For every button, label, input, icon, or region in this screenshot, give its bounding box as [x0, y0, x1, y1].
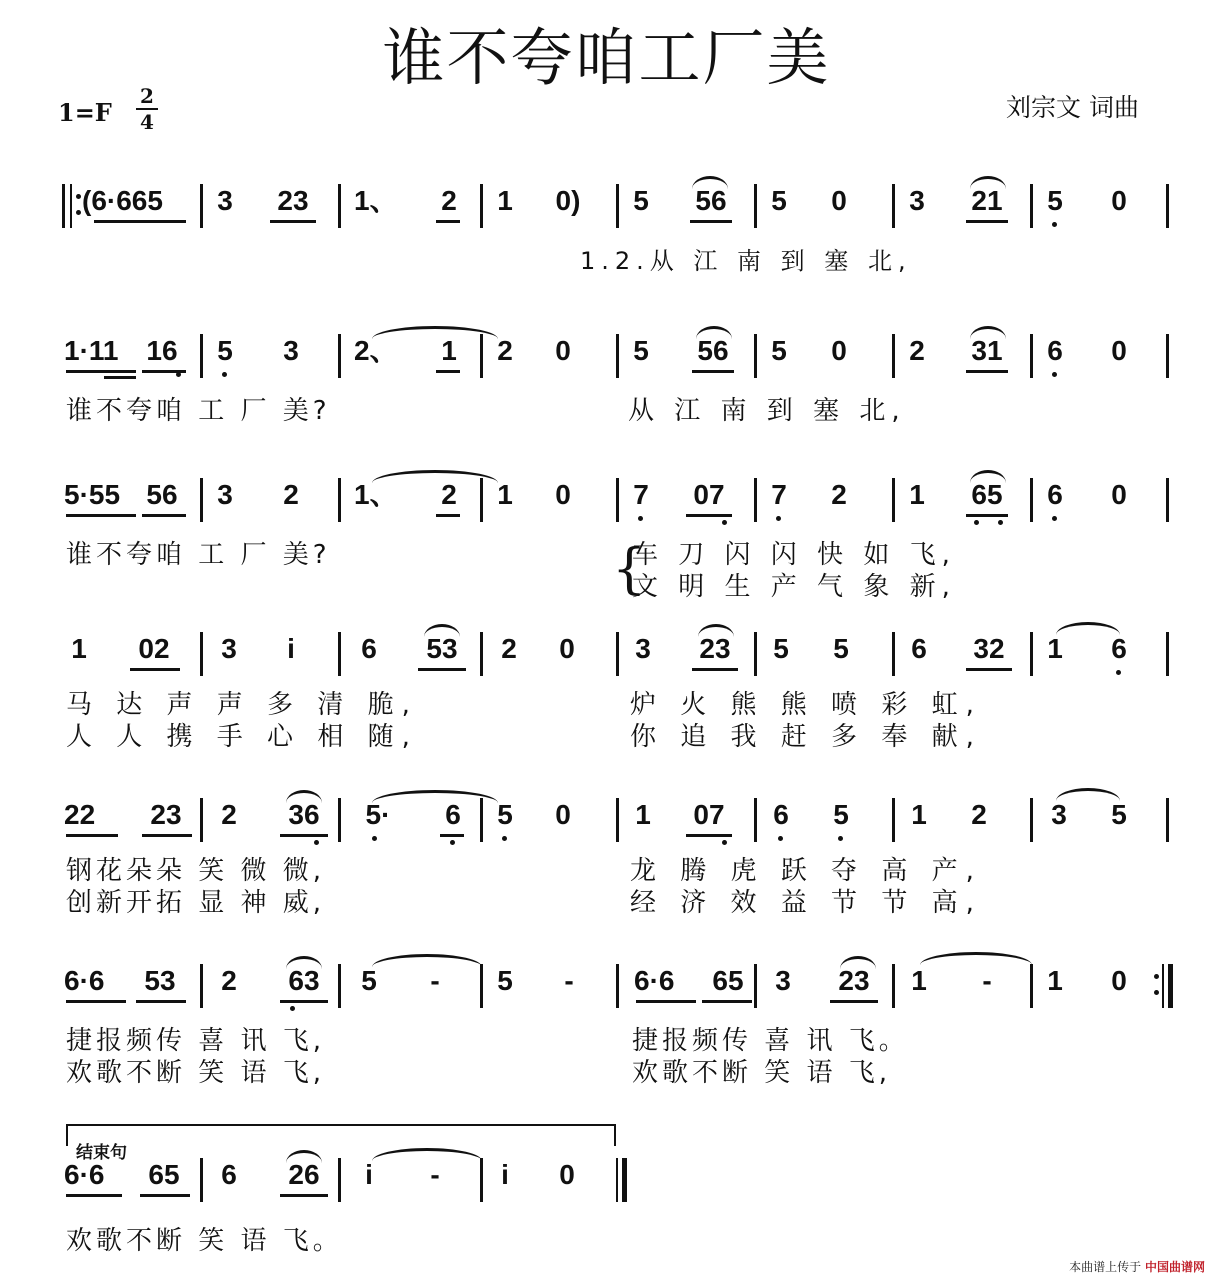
note: 5	[1111, 799, 1127, 830]
barline	[754, 798, 757, 842]
barline	[480, 184, 483, 228]
note-group: 07	[693, 799, 725, 830]
underline	[140, 1194, 190, 1197]
note: -	[430, 965, 440, 996]
low-octave-dot	[722, 840, 727, 845]
lyric-line: 你 追 我 赶 多 奉 献,	[630, 722, 982, 752]
note: 6	[911, 633, 927, 664]
low-octave-dot	[502, 836, 507, 841]
underline	[702, 1000, 752, 1003]
low-octave-dot	[974, 520, 979, 525]
barline	[200, 1158, 203, 1202]
note-group: 36	[288, 799, 320, 830]
barline	[338, 964, 341, 1008]
barline	[1166, 632, 1169, 676]
note: i	[501, 1159, 509, 1190]
underline	[418, 668, 466, 671]
note: 1	[911, 799, 927, 830]
barline	[1030, 632, 1033, 676]
barline	[1166, 334, 1169, 378]
note: 2	[441, 479, 457, 510]
note: 2	[831, 479, 847, 510]
lyric-line: 钢花朵朵 笑 微 微,	[66, 856, 326, 886]
lyric-line: 龙 腾 虎 跃 夺 高 产,	[630, 856, 982, 886]
note: 6	[1047, 335, 1063, 366]
barline	[616, 798, 619, 842]
low-octave-dot	[1052, 516, 1057, 521]
note: 3	[775, 965, 791, 996]
note-group: 02	[138, 633, 170, 664]
underline	[142, 514, 186, 517]
underline	[280, 1194, 328, 1197]
note: 0	[555, 335, 571, 366]
note: 5	[1047, 185, 1063, 216]
low-octave-dot	[998, 520, 1003, 525]
barline	[338, 798, 341, 842]
barline	[1030, 334, 1033, 378]
note: 1	[635, 799, 651, 830]
low-octave-dot	[372, 836, 377, 841]
note-group: 16	[146, 335, 178, 366]
note-group: 6·6	[634, 965, 675, 996]
underline	[94, 220, 186, 223]
lyric-line: 炉 火 熊 熊 喷 彩 虹,	[630, 690, 982, 720]
barline	[892, 478, 895, 522]
note-group: 32	[973, 633, 1005, 664]
note: 6	[773, 799, 789, 830]
low-octave-dot	[776, 516, 781, 521]
note-group: 23	[699, 633, 731, 664]
note: 5	[633, 185, 649, 216]
barline	[338, 184, 341, 228]
lyric-line: 谁不夸咱 工 厂 美?	[66, 396, 331, 426]
barline	[480, 964, 483, 1008]
barline	[1030, 184, 1033, 228]
note-group: 53	[144, 965, 176, 996]
final-barline-thick	[622, 1158, 627, 1202]
note: 5	[833, 633, 849, 664]
barline	[200, 798, 203, 842]
underline	[966, 370, 1008, 373]
note: 1	[497, 479, 513, 510]
barline	[1166, 478, 1169, 522]
note: 2、	[354, 335, 398, 366]
note: 1	[911, 965, 927, 996]
song-title: 谁不夸咱工厂美	[382, 21, 831, 94]
note: 0	[831, 185, 847, 216]
note: 6	[1047, 479, 1063, 510]
note-group: 22	[64, 799, 96, 830]
note-group: 65	[971, 479, 1003, 510]
note-group: 56	[697, 335, 729, 366]
underline	[690, 220, 732, 223]
note: 2	[221, 799, 237, 830]
low-octave-dot	[176, 372, 181, 377]
note: 1、	[354, 479, 398, 510]
barline	[480, 798, 483, 842]
note-group: 6·6	[64, 965, 105, 996]
verse-brace: {	[612, 537, 647, 600]
note: 5	[497, 965, 513, 996]
underline	[280, 1000, 328, 1003]
barline	[200, 964, 203, 1008]
note: 0)	[555, 185, 581, 216]
note: 5	[773, 633, 789, 664]
barline	[480, 334, 483, 378]
barline	[1030, 964, 1033, 1008]
barline	[754, 184, 757, 228]
note: 0	[1111, 335, 1127, 366]
note: 7	[633, 479, 649, 510]
low-octave-dot	[1052, 372, 1057, 377]
note: 2	[497, 335, 513, 366]
low-octave-dot	[450, 840, 455, 845]
underline	[270, 220, 316, 223]
low-octave-dot	[838, 836, 843, 841]
note: -	[430, 1159, 440, 1190]
barline	[200, 632, 203, 676]
note: 5	[771, 335, 787, 366]
note: 0	[555, 479, 571, 510]
barline	[616, 334, 619, 378]
underline	[66, 514, 136, 517]
barline	[892, 184, 895, 228]
note: 6	[1111, 633, 1127, 664]
underline	[66, 834, 118, 837]
note-group: 65	[712, 965, 744, 996]
barline	[338, 478, 341, 522]
note-group: 5·55	[64, 479, 121, 510]
lyric-line: 欢歌不断 笑 语 飞,	[632, 1058, 892, 1088]
repeat-dot	[76, 210, 81, 215]
low-octave-dot	[778, 836, 783, 841]
underline	[436, 514, 460, 517]
note: 1	[1047, 965, 1063, 996]
ending-label: 结束句	[76, 1143, 127, 1163]
note: 5	[633, 335, 649, 366]
note: 5	[217, 335, 233, 366]
end-repeat-thick	[1168, 964, 1173, 1008]
author-credit: 刘宗文 词曲	[1006, 93, 1139, 122]
low-octave-dot	[314, 840, 319, 845]
barline	[754, 334, 757, 378]
underline	[66, 370, 136, 373]
low-octave-dot	[1052, 222, 1057, 227]
underline	[130, 668, 180, 671]
barline	[200, 478, 203, 522]
note: 2	[221, 965, 237, 996]
barline	[1166, 184, 1169, 228]
start-repeat-thin	[70, 184, 72, 228]
barline	[480, 478, 483, 522]
note: i	[365, 1159, 373, 1190]
note: 5	[833, 799, 849, 830]
barline	[480, 632, 483, 676]
note-group: 1·11	[64, 335, 119, 366]
note: 3	[217, 479, 233, 510]
underline	[966, 220, 1008, 223]
note: 5	[771, 185, 787, 216]
note: 0	[831, 335, 847, 366]
ending-bracket	[66, 1124, 616, 1146]
note: 2	[441, 185, 457, 216]
barline	[1030, 478, 1033, 522]
note: 5	[361, 965, 377, 996]
lyric-line: 谁不夸咱 工 厂 美?	[66, 540, 331, 570]
lyric-line: 捷报频传 喜 讯 飞,	[66, 1026, 326, 1056]
underline	[436, 220, 460, 223]
underline	[686, 514, 732, 517]
note: 1	[71, 633, 87, 664]
lyric-line: 马 达 声 声 多 清 脆,	[66, 690, 418, 720]
underline	[830, 1000, 878, 1003]
barline	[200, 184, 203, 228]
time-top: 2	[140, 84, 154, 108]
note: 6	[361, 633, 377, 664]
note: 3	[909, 185, 925, 216]
barline	[480, 1158, 483, 1202]
note-group: 21	[971, 185, 1003, 216]
note: 3	[217, 185, 233, 216]
note: -	[564, 965, 574, 996]
barline	[338, 334, 341, 378]
note: 0	[1111, 965, 1127, 996]
underline	[280, 834, 328, 837]
underline	[692, 370, 734, 373]
barline	[754, 478, 757, 522]
barline	[892, 798, 895, 842]
repeat-dot	[1154, 974, 1159, 979]
underline	[136, 1000, 186, 1003]
underline	[440, 834, 464, 837]
note: 3	[1051, 799, 1067, 830]
footer	[1069, 1258, 1205, 1275]
barline	[338, 1158, 341, 1202]
note: 3	[283, 335, 299, 366]
note: 7	[771, 479, 787, 510]
lyric-line: 捷报频传 喜 讯 飞。	[632, 1026, 909, 1056]
site-brand[interactable]: 中国曲谱网	[1144, 1260, 1205, 1274]
barline	[754, 632, 757, 676]
note: 1	[1047, 633, 1063, 664]
low-octave-dot	[638, 516, 643, 521]
barline	[892, 334, 895, 378]
low-octave-dot	[1116, 670, 1121, 675]
note-group: 53	[426, 633, 458, 664]
low-octave-dot	[222, 372, 227, 377]
underline	[966, 668, 1012, 671]
barline	[1166, 798, 1169, 842]
underline	[636, 1000, 696, 1003]
note-group: 07	[693, 479, 725, 510]
note: 0	[1111, 479, 1127, 510]
barline	[754, 964, 757, 1008]
barline	[616, 478, 619, 522]
lyric-line-verse1: 车 刀 闪 闪 快 如 飞,	[632, 540, 956, 570]
note: 5·	[365, 799, 391, 830]
note: 1、	[354, 185, 398, 216]
note: 2	[971, 799, 987, 830]
note-group: 31	[971, 335, 1003, 366]
note-group: 56	[695, 185, 727, 216]
barline	[616, 184, 619, 228]
lyric-line-verse2: 文 明 生 产 气 象 新,	[632, 572, 956, 602]
underline-double	[104, 376, 136, 379]
barline	[200, 334, 203, 378]
repeat-dot	[76, 194, 81, 199]
underline	[692, 668, 738, 671]
note: 3	[635, 633, 651, 664]
low-octave-dot	[722, 520, 727, 525]
underline	[686, 834, 732, 837]
note-group: 23	[838, 965, 870, 996]
note: 3	[221, 633, 237, 664]
underline	[66, 1000, 126, 1003]
underline	[436, 370, 460, 373]
note: 6	[221, 1159, 237, 1190]
note: 5	[497, 799, 513, 830]
low-octave-dot	[290, 1006, 295, 1011]
time-bottom: 4	[140, 110, 154, 134]
note: -	[982, 965, 992, 996]
note-group: 23	[277, 185, 309, 216]
note: 2	[283, 479, 299, 510]
underline	[966, 514, 1008, 517]
note-group: 6·6	[64, 1159, 105, 1190]
barline	[892, 964, 895, 1008]
note-group: (6·665	[82, 185, 163, 216]
note-group: 63	[288, 965, 320, 996]
lyric-line: 欢歌不断 笑 语 飞,	[66, 1058, 326, 1088]
underline	[66, 1194, 122, 1197]
barline	[616, 964, 619, 1008]
note: 0	[559, 633, 575, 664]
note: i	[287, 633, 295, 664]
note: 6	[445, 799, 461, 830]
note: 0	[559, 1159, 575, 1190]
note: 2	[501, 633, 517, 664]
barline	[616, 632, 619, 676]
note-group: 23	[150, 799, 182, 830]
note: 1	[909, 479, 925, 510]
lyric-line: 1.2.从 江 南 到 塞 北,	[580, 247, 912, 275]
barline	[1030, 798, 1033, 842]
barline	[338, 632, 341, 676]
lyric-line: 经 济 效 益 节 节 高,	[630, 888, 982, 918]
time-signature	[136, 84, 158, 134]
note: 1	[497, 185, 513, 216]
note-group: 26	[288, 1159, 320, 1190]
key-signature: 1=F	[58, 98, 112, 127]
lyric-line: 创新开拓 显 神 威,	[66, 888, 326, 918]
repeat-dot	[1154, 990, 1159, 995]
note-group: 56	[146, 479, 178, 510]
underline	[142, 834, 192, 837]
note: 2	[909, 335, 925, 366]
lyric-line: 从 江 南 到 塞 北,	[628, 396, 906, 426]
note: 1	[441, 335, 457, 366]
lyric-line: 欢歌不断 笑 语 飞。	[66, 1226, 343, 1256]
barline	[892, 632, 895, 676]
note-group: 65	[148, 1159, 180, 1190]
end-repeat-thin	[1162, 964, 1164, 1008]
start-repeat-thick	[62, 184, 65, 228]
note: 0	[555, 799, 571, 830]
final-barline-thin	[616, 1158, 618, 1202]
lyric-line: 人 人 携 手 心 相 随,	[66, 722, 418, 752]
note: 0	[1111, 185, 1127, 216]
footer-text: 本曲谱上传于	[1069, 1260, 1142, 1274]
